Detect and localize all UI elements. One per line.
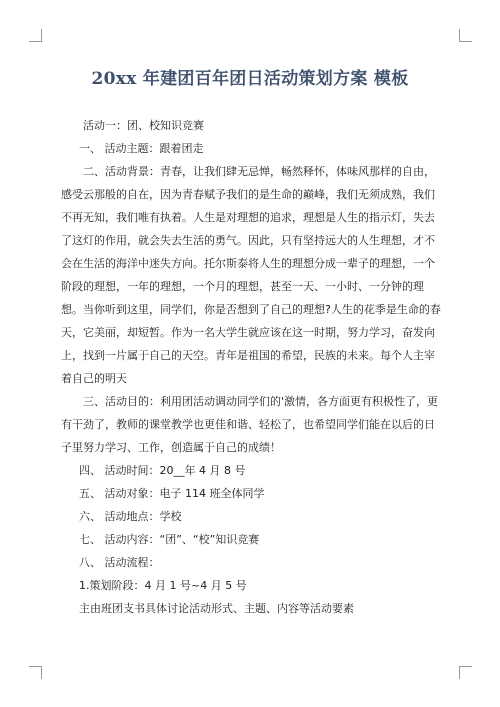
- section-content: 七、 活动内容：“团”、“校”知识竞赛: [79, 533, 260, 546]
- section-purpose: 三、活动目的：利用团活动调动同学们的'激情，各方面更有积极性了，更有干劲了，教师的课堂教学也更佳和谐、轻松了，也希望同学们能在以后的日子里努力学习、工作，创造属于自己的成绩！: [61, 395, 439, 454]
- crop-mark-bottom-right: [459, 666, 472, 679]
- section-audience: 五、 活动对象：电子 114 班全体同学: [79, 487, 265, 500]
- activity-heading: 活动一：团、校知识竞赛: [83, 119, 204, 132]
- section-theme: 一、 活动主题：跟着团走: [79, 142, 204, 155]
- document-title: 20xx 年建团百年团日活动策划方案 模板: [91, 69, 409, 89]
- process-step-detail: 主由班团支书具体讨论活动形式、主题、内容等活动要素: [79, 602, 354, 615]
- section-process: 八、 活动流程：: [79, 556, 160, 569]
- section-location: 六、 活动地点：学校: [79, 510, 182, 523]
- crop-mark-top-right: [459, 29, 472, 42]
- crop-mark-top-left: [29, 29, 42, 42]
- section-time: 四、 活动时间：20__年 4 月 8 号: [79, 464, 246, 477]
- document-body: [61, 114, 441, 620]
- section-background: 二、活动背景：青春，让我们肆无忌惮，畅然释怀，体味风那样的自由，感受云那般的自在，因为青春赋予我们的是生命的巅峰，我们无须成熟，我们不再无知，我们唯有执着。人生是对理想的追求，理想是人生的指示灯，失去了这灯的作用，就会失去生活的勇气。因此，只有坚持远大的人生理想，才不会在生活的海洋中迷失方向。托尔斯泰将人生的理想分成一辈子的理想，一个阶段的理想，一年的理想，一个月的理想，甚至一天、一小时、一分钟的理想。当你听到这里，同学们，你是否想到了自己的理想?人生的花季是生命的春天，它美丽，却短暂。作为一名大学生就应该在这一时期，努力学习，奋发向上，找到一片属于自己的天空。青年是祖国的希望，民族的未来。每个人主宰着自己的明天: [61, 165, 441, 385]
- process-step-planning: 1.策划阶段：4 月 1 号~4 月 5 号: [79, 579, 247, 592]
- crop-mark-bottom-left: [29, 666, 42, 679]
